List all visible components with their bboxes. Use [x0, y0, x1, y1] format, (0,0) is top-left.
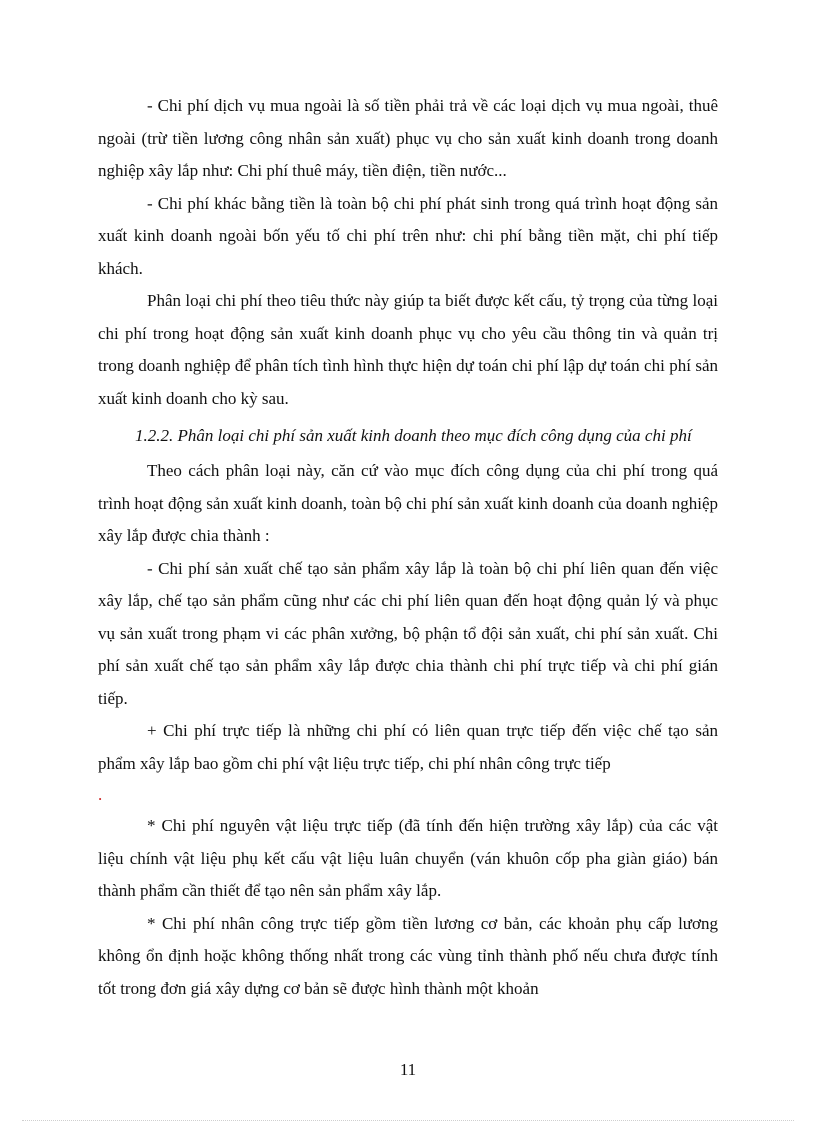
paragraph-production-costs: - Chi phí sản xuất chế tạo sản phẩm xây lắp là toàn bộ chi phí liên quan đến việc xây lắp, chế tạo sản phẩm cũng như các chi phí liên quan đến hoạt động quản lý và phục vụ sản xuất trong phạm vi các phân xưởng, bộ phận tổ đội sản xuất, chi phí sản xuất. Chi phí sản xuất chế tạo sản phẩm xây lắp được chia thành chi phí trực tiếp và chi phí gián tiếp.: [98, 558, 718, 708]
stray-dot-line: [98, 780, 718, 810]
paragraph-classification-intro: Theo cách phân loại này, căn cứ vào mục đích công dụng của chi phí trong quá trình hoạt động sản xuất kinh doanh, toàn bộ chi phí sản xuất kinh doanh của doanh nghiệp xây lắp được chia thành :: [98, 461, 718, 545]
red-dot-mark: .: [98, 785, 103, 804]
section-heading: 1.2.2. Phân loại chi phí sản xuất kinh doanh theo mục đích công dụng của chi phí: [135, 426, 692, 445]
page-number: 11: [399, 1060, 417, 1079]
document-body: [98, 90, 718, 1005]
paragraph-direct-labor: * Chi phí nhân công trực tiếp gồm tiền lương cơ bản, các khoản phụ cấp lương không ổn định hoặc không thống nhất trong các vùng tỉnh thành phố nếu chưa được tính tốt trong đơn giá xây dựng cơ bản sẽ được hình thành một khoản: [98, 913, 718, 998]
paragraph-direct-materials: * Chi phí nguyên vật liệu trực tiếp (đã tính đến hiện trường xây lắp) của các vật liệu chính vật liệu phụ kết cấu vật liệu luân chuyển (ván khuôn cốp pha giàn giáo) bán thành phẩm cần thiết để tạo nên sản phẩm xây lắp.: [98, 816, 718, 900]
paragraph-direct-costs: + Chi phí trực tiếp là những chi phí có liên quan trực tiếp đến việc chế tạo sản phẩm xây lắp bao gồm chi phí vật liệu trực tiếp, chi phí nhân công trực tiếp: [98, 721, 718, 773]
paragraph-outsourced-services: - Chi phí dịch vụ mua ngoài là số tiền phải trả về các loại dịch vụ mua ngoài, thuê ngoài (trừ tiền lương công nhân sản xuất) phục vụ cho sản xuất kinh doanh trong doanh nghiệp xây lắp như: Chi phí thuê máy, tiền điện, tiền nước...: [98, 96, 718, 180]
paragraph-classification-benefit: Phân loại chi phí theo tiêu thức này giúp ta biết được kết cấu, tỷ trọng của từng loại chi phí trong hoạt động sản xuất kinh doanh phục vụ cho yêu cầu thông tin và quản trị trong doanh nghiệp để phân tích tình hình thực hiện dự toán chi phí lập dự toán chi phí sản xuất kinh doanh cho kỳ sau.: [98, 291, 718, 408]
page-bottom-rule: [22, 1120, 794, 1121]
paragraph-other-cash-costs: - Chi phí khác bằng tiền là toàn bộ chi phí phát sinh trong quá trình hoạt động sản xuất kinh doanh ngoài bốn yếu tố chi phí trên như: chi phí bằng tiền mặt, chi phí tiếp khách.: [98, 193, 718, 278]
